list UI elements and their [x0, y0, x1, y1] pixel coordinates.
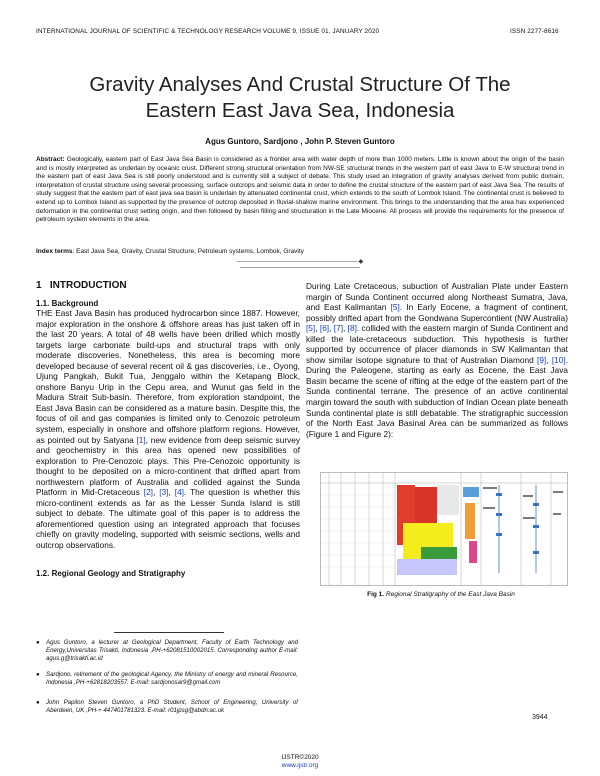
subsection-background: 1.1. Background: [36, 299, 99, 308]
subsection-regional-geology: 1.2. Regional Geology and Stratigraphy: [36, 568, 186, 578]
citation-9[interactable]: [9]: [537, 354, 547, 365]
citation-5[interactable]: [5]: [390, 302, 400, 313]
abstract: [36, 156, 564, 225]
abstract-text: Geologically, eastern part of East Java Sea Basin is considered as a frontier area with water depth of more than 1000 meters. Little is known about the origin of the basin and is mostly interpreted as underlain by oceanic crust. Different strong structural orientation from NW-SE structural trends in the western part of east Java to E-W structural trend in the eastern part of east Java Sea is still poorly understood and is currently still a subject of debate. This study used an integration of gravity analyses derived from public domain, interpretation of crustal structure using several processing, surface outcrops and seismic data in order to define the crustal structure of the eastern part of east Java Sea. The results of study suggest that the eastern part of east java sea basin is underlain by attenuated continental crust, which extends to the south of Lombok Island. The continental crust is believed to extend up to Lombok Island as supported by the presence of outcrop deposited in fluvial-shallow marine environment. This brings to the understanding that the area has experienced deformation in the continental crust setting origin, and then followed by basin filling and structuration in the Late Miocene. All process will provide the requirements for the presence of petroleum system elements in the area.: [36, 156, 565, 224]
text-run: , new evidence from deep seismic survey and geochemistry in this area has opened new possibilities of exploration to Pre-Cenozoic plays. This Pre-Cenozoic opportunity is thought to be deposited on a micro-continent that drifted apart from northwestern platform of Australia and collided against the Sunda Platform in Mid-Cretaceous: [36, 434, 300, 498]
index-terms: [36, 248, 564, 255]
issn: ISSN 2277-8616: [510, 28, 559, 35]
background-paragraph: [36, 308, 300, 551]
citation-1[interactable]: [1]: [136, 434, 146, 445]
citation-4[interactable]: [4]: [174, 487, 184, 498]
stratigraphy-chart-graphic: [321, 473, 567, 585]
journal-header: INTERNATIONAL JOURNAL OF SCIENTIFIC & TECHNOLOGY RESEARCH VOLUME 9, ISSUE 01, JANUARY 2020: [36, 28, 380, 35]
figure-label: Fig 1.: [367, 591, 385, 598]
text-run: ,: [329, 323, 334, 334]
section-number: 1: [36, 280, 42, 291]
text-run: ,: [546, 354, 552, 365]
footnote-author-3: [36, 699, 298, 715]
left-column: [36, 299, 300, 578]
bullet-icon: ●: [36, 671, 40, 678]
figure-caption: [306, 591, 576, 598]
citation-5b[interactable]: [5]: [306, 323, 316, 334]
footnote-text: Agus Guntoro, a lecturer at Geological Department, Faculty of Earth Technology and Energy,Universitas Trisakti, Indonesia ,PH-+62081510002015. Corresponding author E-mail: agus.g@trisakti.ac.id: [46, 639, 298, 662]
footer-url[interactable]: www.ijstr.org: [281, 762, 319, 769]
text-run: . During the Paleogene, starting as early as Eocene, the East Java Basin became the scene of rifting at the edge of the eastern part of the Sunda continental terrane. The presence of an active continental margin toward the south with subduction of Indian Ocean plate beneath Sunda continental plate is still debatable. The stratigraphic succession of the North East Java Basinal Area can be summarized as follows (Figure 1 and Figure 2):: [306, 354, 568, 439]
text-run: ,: [315, 323, 320, 334]
citation-6[interactable]: [6]: [319, 323, 330, 334]
text-run: ,: [153, 487, 160, 498]
right-column: [306, 281, 568, 439]
text-run: ,: [168, 487, 175, 498]
text-run: THE East Java Basin has produced hydrocarbon since 1887. However, major exploration in the onshore & offshore areas has just taken off in the last 20 years. A total of 48 wells have been drilled which mostly targets large carbonate build-ups and structural traps with only moderate discoveries. Nonetheless, this area is becoming more developed because of several recent oil & gas discoveries, i.e., Oyong, Ujung Pangkah, Bukit Tua, Jenggalo within the Ketapang Block, onshore Banyu Urip in the Cepu area, and Wunut gas field in the Madura Strait Sub-basin. Therefore, from exploration standpoint, the East Java Basin can be considered as a mature basin. Despite this, the focus of oil and gas companies is limited only to Cenozoic petroleum system, especially in onshore and offshore platform regions. However, as pointed out by Satyana: [36, 308, 300, 445]
index-terms-text: : East Java Sea, Gravity, Crustal Structure, Petroleum systems, Lombok, Gravity: [72, 248, 304, 255]
section-separator: ———————————————————— ◆ ————————————————————: [236, 259, 364, 271]
citation-3[interactable]: [3]: [159, 487, 169, 498]
footnote-text: John Papilon Steven Guntoro, a PhD Student, School of Engineering, University of Aberdeen, UK ,PH-+ 447401781323. E-mail: r01jpsg@abdn.ac.uk: [46, 699, 298, 714]
citation-8[interactable]: [8]: [347, 323, 357, 334]
citation-10[interactable]: [10]: [551, 354, 566, 365]
citation-2[interactable]: [2]: [143, 487, 153, 498]
regional-paragraph: [306, 281, 568, 439]
text-run: . The question is whether this micro-continent extends as far as the Lesser Sunda Island is still subject to debate. The ultimate goal of this paper is to address the aforementioned question using an integrated approach that focuses chiefly on gravity modeling, supported with seismic sections, wells and outcrop observations.: [36, 487, 300, 551]
figure-caption-text: Regional Stratigraphy of the East Java Basin: [384, 591, 515, 598]
text-run: . collided with the eastern margin of Sunda Continent and killed the late-cretaceous subduction. This hypothesis is further supported by occurrence of placer diamonds in SW Kalimantan that show similar isotope signature to that of Australian Diamond: [306, 323, 568, 365]
title-line-1: Gravity Analyses And Crustal Structure Of The: [89, 73, 511, 96]
text-run: . In Early Eocene, a fragment of continent, possibly drifted apart from the Gondwana Supercontient (NW Australia): [306, 302, 568, 323]
text-run: During Late Cretaceous, subuction of Australian Plate under Eastern margin of Sunda Continent occurred along Northeast Sumatra, Java, and East Kalimantan: [306, 281, 568, 313]
text-run: ,: [343, 323, 348, 334]
footnote-author-1: [36, 639, 298, 663]
title-line-2: Eastern East Java Sea, Indonesia: [145, 99, 455, 122]
bullet-icon: ●: [36, 699, 40, 706]
bullet-icon: ●: [36, 639, 40, 646]
authors: Agus Guntoro, Sardjono , John P. Steven Guntoro: [205, 137, 395, 146]
footnote-text: Sardjono, retirement of the geological Agency, the Ministry of energy and mineral Resource, Indonesia ,PH-+62818203557. E-mail: sardjonosar9@gmail.com: [46, 671, 298, 686]
paper-title: [0, 72, 600, 124]
abstract-label: Abstract:: [36, 156, 65, 163]
index-terms-label: Index terms: [36, 248, 73, 255]
stratigraphy-figure: [320, 472, 568, 586]
footer-copyright: IJSTR©2020: [281, 754, 319, 761]
citation-7[interactable]: [7]: [333, 323, 344, 334]
section-title: INTRODUCTION: [49, 280, 127, 291]
footnote-author-2: [36, 671, 298, 687]
footnote-rule: [114, 632, 224, 633]
section-heading: [36, 280, 127, 291]
page-number: 3944: [532, 714, 548, 721]
